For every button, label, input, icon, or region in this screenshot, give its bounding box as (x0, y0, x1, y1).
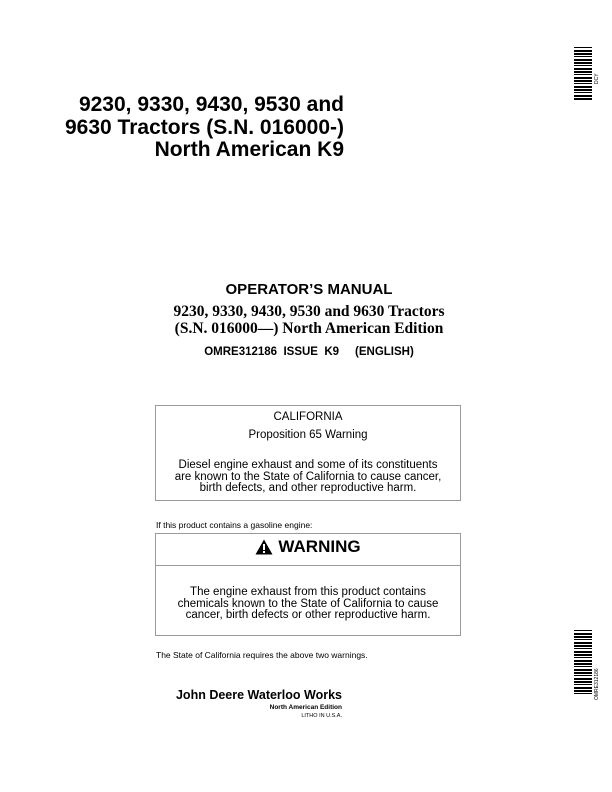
barcode-stripe (574, 47, 592, 48)
warning-divider (156, 565, 460, 566)
manual-subtitle (145, 303, 473, 337)
barcode-stripe (574, 98, 592, 100)
barcode-stripe (574, 645, 592, 647)
barcode-stripe (574, 633, 592, 635)
barcode-stripe (574, 639, 592, 640)
barcode-stripe (574, 53, 592, 55)
gasoline-note: If this product contains a gasoline engine: (156, 520, 313, 530)
barcode-stripe (574, 59, 592, 61)
manual-subtitle-line: 9230, 9330, 9430, 9530 and 9630 Tractors (173, 303, 445, 320)
manual-heading: OPERATOR’S MANUAL (225, 281, 393, 298)
barcode-stripe (574, 660, 592, 662)
barcode-stripe (574, 669, 592, 671)
proposition-65-label: Proposition 65 Warning (248, 429, 368, 441)
barcode-stripe (574, 83, 592, 84)
barcode-stripe (574, 68, 592, 70)
manual-subtitle-line: (S.N. 016000—) North American Edition (174, 320, 444, 337)
warning-header (156, 539, 460, 555)
barcode-stripe (574, 86, 592, 88)
cover-title-line: 9630 Tractors (S.N. 016000-) (65, 115, 344, 139)
cover-title-line: 9230, 9330, 9430, 9530 and (78, 93, 344, 116)
publisher-name: John Deere Waterloo Works (175, 688, 342, 702)
warning-text-line: chemicals known to the State of California to cause (177, 597, 439, 610)
barcode-stripe (574, 80, 592, 82)
barcode-stripe (574, 657, 592, 658)
warning-text-line: Diesel engine exhaust and some of its constituents (178, 459, 438, 471)
barcode-stripe (574, 663, 592, 665)
warning-text-line: cancer, birth defects or other reproductive harm. (185, 609, 431, 621)
barcode-stripe (574, 675, 592, 676)
barcode-stripe (574, 672, 592, 674)
barcode-stripe (574, 666, 592, 667)
barcode-stripe (574, 71, 592, 73)
california-state: CALIFORNIA (273, 411, 343, 423)
barcode-stripe (574, 65, 592, 66)
barcode-stripe (574, 56, 592, 57)
barcode-bottom-code: OMRE312186 (594, 668, 600, 700)
warning-heading: WARNING (278, 537, 361, 557)
barcode-stripe (574, 642, 592, 644)
barcode-stripe (574, 77, 592, 79)
california-warning-text (162, 460, 454, 495)
barcode-stripe (574, 678, 592, 680)
gasoline-warning-box (155, 533, 461, 636)
barcode-stripe (574, 92, 592, 93)
barcode-stripe (574, 690, 592, 692)
barcode-top (574, 47, 592, 101)
litho-label: LITHO IN U.S.A. (301, 713, 342, 719)
gasoline-warning-text (162, 587, 454, 622)
barcode-stripe (574, 651, 592, 653)
california-requirement-note: The State of California requires the above two warnings. (156, 650, 368, 660)
barcode-stripe (574, 648, 592, 649)
warning-text-line: are known to the State of California to cause cancer, (174, 470, 442, 483)
barcode-stripe (574, 630, 592, 631)
edition-label: North American Edition (269, 704, 342, 711)
manual-issue-line: OMRE312186 ISSUE K9 (ENGLISH) (204, 346, 414, 358)
barcode-stripe (574, 687, 592, 689)
barcode-stripe (574, 693, 592, 694)
barcode-stripe (574, 681, 592, 683)
barcode-stripe (574, 95, 592, 97)
warning-text-line: birth defects, and other reproductive harm. (199, 482, 417, 494)
warning-triangle-icon (255, 539, 273, 555)
barcode-bottom (574, 630, 592, 696)
cover-title-line: North American K9 (154, 138, 344, 161)
barcode-stripe (574, 654, 592, 656)
barcode-top-code: DCY (594, 73, 600, 84)
barcode-stripe (574, 50, 592, 52)
cover-title (0, 94, 344, 162)
warning-text-line: The engine exhaust from this product contains (190, 586, 426, 598)
california-warning-box (155, 405, 461, 501)
barcode-stripe (574, 74, 592, 75)
barcode-stripe (574, 684, 592, 685)
barcode-stripe (574, 89, 592, 91)
barcode-stripe (574, 62, 592, 64)
barcode-stripe (574, 636, 592, 638)
